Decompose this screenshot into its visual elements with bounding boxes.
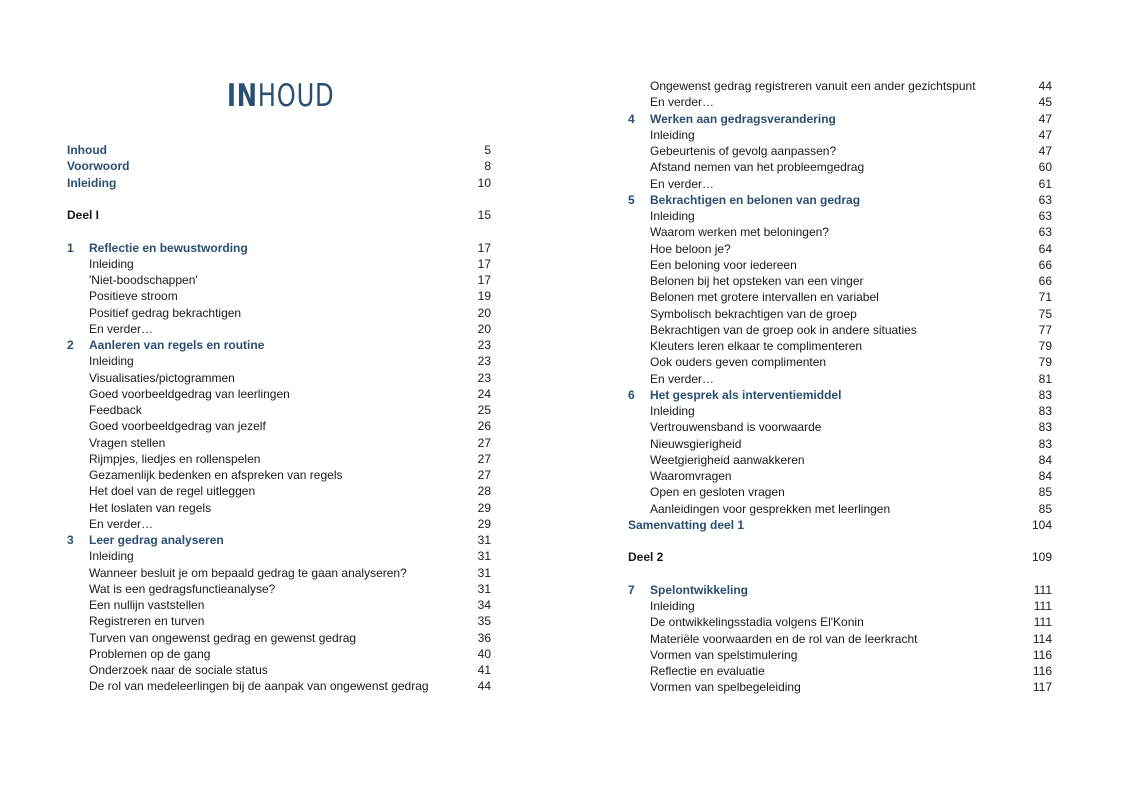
toc-entry-title: Deel 2 <box>628 550 664 565</box>
toc-page-number: 26 <box>477 419 491 434</box>
toc-page-number: 75 <box>1038 306 1052 321</box>
toc-page-number: 111 <box>1033 582 1052 597</box>
toc-entry-title: Waarom werken met beloningen? <box>650 225 829 240</box>
toc-entry-title: Inleiding <box>650 404 695 418</box>
toc-entry <box>0 257 1122 273</box>
toc-entry-title: En verder… <box>650 95 715 110</box>
toc-entry <box>0 322 1122 338</box>
toc-chapter-number: 6 <box>628 387 635 402</box>
toc-page-number: 60 <box>1038 160 1052 175</box>
toc-page-number: 117 <box>1032 680 1052 695</box>
toc-page-number: 31 <box>477 549 491 564</box>
toc-page-number: 34 <box>477 598 491 612</box>
toc-entry <box>0 387 1122 403</box>
toc-entry-title: Inleiding <box>89 549 134 564</box>
toc-page-number: 44 <box>477 679 491 694</box>
toc-page-number: 36 <box>477 630 491 645</box>
toc-page-number: 47 <box>1038 111 1052 126</box>
toc-entry <box>0 501 1122 517</box>
toc-entry-title: Visualisaties/pictogrammen <box>89 370 235 385</box>
toc-entry-title: 'Niet-boodschappen' <box>89 273 198 287</box>
toc-entry <box>0 78 1122 94</box>
toc-chapter-number: 2 <box>67 338 74 352</box>
toc-entry-title: Aanleren van regels en routine <box>89 338 265 352</box>
toc-page-number: 104 <box>1031 517 1052 532</box>
toc-entry-title: Vormen van spelbegeleiding <box>650 680 801 695</box>
toc-entry-title: Turven van ongewenst gedrag en gewenst gedrag <box>89 630 357 645</box>
toc-entry-title: Gebeurtenis of gevolg aanpassen? <box>650 144 837 158</box>
toc-entry <box>0 647 1122 663</box>
toc-page-number: 63 <box>1038 192 1052 207</box>
toc-entry-title: Samenvatting deel 1 <box>628 517 745 532</box>
toc-entry <box>0 452 1122 468</box>
toc-page-number: 10 <box>477 175 491 190</box>
toc-entry-title: Inleiding <box>650 599 695 613</box>
toc-page-number: 5 <box>484 143 491 157</box>
toc-page-number: 71 <box>1038 290 1052 305</box>
toc-entry <box>0 338 1122 354</box>
toc-page-number: 47 <box>1038 127 1052 142</box>
toc-entry-title: Waaromvragen <box>650 469 732 483</box>
toc-entry-title: Aanleidingen voor gesprekken met leerlingen <box>650 501 891 516</box>
toc-page-number: 63 <box>1038 225 1052 240</box>
toc-page-number: 81 <box>1038 371 1052 386</box>
toc-page-number: 66 <box>1038 257 1052 272</box>
toc-page-number: 84 <box>1038 469 1052 483</box>
toc-entry <box>0 306 1122 322</box>
toc-page-number: 20 <box>477 321 491 336</box>
toc-entry-title: Het gesprek als interventiemiddel <box>650 387 842 402</box>
toc-page-number: 17 <box>477 273 491 287</box>
toc-chapter-number: 3 <box>67 533 74 547</box>
toc-entry <box>0 565 1122 581</box>
toc-entry <box>0 224 1122 240</box>
toc-page-number: 31 <box>477 565 491 580</box>
toc-entry-title: Registreren en turven <box>89 614 205 629</box>
toc-entry <box>0 517 1122 533</box>
toc-page-number: 17 <box>477 256 491 271</box>
toc-page-number: 61 <box>1038 176 1052 191</box>
toc-chapter-number: 5 <box>628 192 635 207</box>
toc-page-number: 79 <box>1038 355 1052 370</box>
toc-page-number: 27 <box>477 435 491 450</box>
toc-entry-title: Materiële voorwaarden en de rol van de leerkracht <box>650 631 918 646</box>
toc-entry-title: Het doel van de regel uitleggen <box>89 484 256 499</box>
toc-page-number: 29 <box>477 500 491 515</box>
toc-page-number: 41 <box>477 663 491 677</box>
toc-page-number: 47 <box>1038 144 1052 158</box>
toc-entry-title: Een nullijn vaststellen <box>89 598 205 612</box>
toc-entry-title: Vormen van spelstimulering <box>650 647 798 662</box>
toc-entry <box>0 208 1122 224</box>
toc-page-number: 83 <box>1038 420 1052 435</box>
toc-page-number: 83 <box>1038 404 1052 418</box>
toc-entry <box>0 94 1122 110</box>
toc-entry <box>0 192 1122 208</box>
toc-entry-title: Leer gedrag analyseren <box>89 533 224 547</box>
toc-entry <box>0 663 1122 679</box>
toc-entry <box>0 354 1122 370</box>
toc-entry-title: Inleiding <box>89 256 134 271</box>
toc-entry-title: De rol van medeleerlingen bij de aanpak van ongewenst gedrag <box>89 679 429 694</box>
toc-entry-title: Ook ouders geven complimenten <box>650 355 827 370</box>
toc-entry-title: Feedback <box>89 403 142 417</box>
toc-entry <box>0 614 1122 630</box>
toc-entry-title: Inhoud <box>67 143 107 157</box>
toc-chapter-number: 1 <box>67 240 74 255</box>
title-part-houd: HOUD <box>257 78 335 114</box>
toc-page-number: 35 <box>477 614 491 629</box>
title-part-in: IN <box>227 78 258 114</box>
toc-page-number: 23 <box>477 338 491 352</box>
toc-page-number: 111 <box>1033 615 1052 630</box>
toc-entry-title: Rijmpjes, liedjes en rollenspelen <box>89 451 261 466</box>
toc-entry-title: De ontwikkelingsstadia volgens El'Konin <box>650 615 864 630</box>
toc-page-number: 31 <box>477 533 491 547</box>
toc-entry-title: Het loslaten van regels <box>89 500 212 515</box>
toc-entry-title: Open en gesloten vragen <box>650 485 785 500</box>
toc-entry-title: Problemen op de gang <box>89 646 211 661</box>
toc-page-number: 15 <box>477 208 491 222</box>
toc-page-number: 8 <box>484 159 491 174</box>
toc-page-number: 23 <box>477 370 491 385</box>
toc-page-number: 116 <box>1032 664 1052 678</box>
toc-entry-title: Goed voorbeeldgedrag van leerlingen <box>89 386 290 401</box>
toc-entry-title: Een beloning voor iedereen <box>650 257 797 272</box>
toc-entry <box>0 484 1122 500</box>
toc-page-number: 66 <box>1038 274 1052 288</box>
toc-entry-title: Positieve stroom <box>89 289 178 304</box>
toc-page-number: 27 <box>477 451 491 466</box>
toc-entry-title: En verder… <box>650 371 715 386</box>
toc-page-number: 17 <box>477 240 491 255</box>
toc-page-number: 29 <box>477 516 491 531</box>
toc-chapter-number: 7 <box>628 582 635 597</box>
toc-page-number: 45 <box>1038 95 1052 110</box>
toc-page-number: 83 <box>1038 436 1052 451</box>
toc-entry <box>0 371 1122 387</box>
toc-entry-title: Voorwoord <box>67 159 130 174</box>
toc-page-number: 109 <box>1031 550 1052 565</box>
toc-entry <box>0 273 1122 289</box>
toc-page-number: 24 <box>477 386 491 401</box>
toc-entry-title: En verder… <box>89 516 154 531</box>
toc-entry-title: Spelontwikkeling <box>650 582 749 597</box>
toc-chapter-number: 4 <box>628 111 635 126</box>
toc-entry-title: Reflectie en evaluatie <box>650 664 765 678</box>
toc-entry-title: Bekrachtigen en belonen van gedrag <box>650 192 861 207</box>
toc-entry <box>0 468 1122 484</box>
toc-entry <box>0 631 1122 647</box>
toc-entry-title: Vragen stellen <box>89 435 166 450</box>
toc-entry-title: Goed voorbeeldgedrag van jezelf <box>89 419 266 434</box>
toc-entry-title: Reflectie en bewustwording <box>89 240 248 255</box>
toc-page-number: 63 <box>1038 209 1052 223</box>
toc-page-number: 116 <box>1032 647 1052 662</box>
toc-entry <box>0 598 1122 614</box>
toc-page-number: 20 <box>477 305 491 320</box>
toc-entry-title: Wat is een gedragsfunctieanalyse? <box>89 581 276 596</box>
toc-page-number: 114 <box>1032 631 1052 646</box>
toc-entry-title: Ongewenst gedrag registreren vanuit een ander gezichtspunt <box>650 79 976 93</box>
toc-page-number: 23 <box>477 354 491 369</box>
toc-entry <box>0 176 1122 192</box>
toc-entry-title: Inleiding <box>650 209 695 223</box>
toc-entry-title: Inleiding <box>67 175 117 190</box>
toc-entry <box>0 532 1122 548</box>
toc-page-number: 25 <box>477 403 491 417</box>
toc-entry-title: Nieuwsgierigheid <box>650 436 742 451</box>
toc-entry-title: Weetgierigheid aanwakkeren <box>650 452 805 467</box>
toc-entry-title: Belonen bij het opsteken van een vinger <box>650 274 864 288</box>
toc-page-number: 27 <box>477 468 491 482</box>
toc-page-number: 44 <box>1038 79 1052 93</box>
toc-entry <box>0 241 1122 257</box>
toc-entry-title: Vertrouwensband is voorwaarde <box>650 420 822 435</box>
toc-entry-title: Hoe beloon je? <box>650 241 731 256</box>
toc-entry <box>0 111 1122 127</box>
toc-page-number: 19 <box>477 289 491 304</box>
toc-page-number: 31 <box>477 581 491 596</box>
toc-page-number: 85 <box>1038 485 1052 500</box>
toc-page-number: 85 <box>1038 501 1052 516</box>
toc-page-number: 84 <box>1038 452 1052 467</box>
toc-entry <box>0 679 1122 695</box>
toc-page-number: 79 <box>1038 339 1052 353</box>
toc-entry <box>0 549 1122 565</box>
toc-page-number: 77 <box>1038 322 1052 337</box>
toc-entry-title: Onderzoek naar de sociale status <box>89 663 268 677</box>
toc-entry <box>0 159 1122 175</box>
toc-entry-title: Afstand nemen van het probleemgedrag <box>650 160 865 175</box>
toc-page-number: 28 <box>477 484 491 499</box>
toc-entry-title: En verder… <box>89 321 154 336</box>
toc-entry-title: Symbolisch bekrachtigen van de groep <box>650 306 857 321</box>
toc-page-number: 64 <box>1038 241 1052 256</box>
toc-entry-title: Wanneer besluit je om bepaald gedrag te gaan analyseren? <box>89 565 407 580</box>
toc-entry-title: Bekrachtigen van de groep ook in andere situaties <box>650 322 917 337</box>
toc-entry-title: Gezamenlijk bedenken en afspreken van regels <box>89 468 343 482</box>
toc-entry-title: Belonen met grotere intervallen en variabel <box>650 290 879 305</box>
toc-entry <box>0 403 1122 419</box>
toc-entry-title: Kleuters leren elkaar te complimenteren <box>650 339 863 353</box>
toc-entry-title: Positief gedrag bekrachtigen <box>89 305 242 320</box>
toc-entry <box>0 436 1122 452</box>
toc-page-number: 83 <box>1038 387 1052 402</box>
toc-entry <box>0 419 1122 435</box>
toc-entry-title: Inleiding <box>89 354 134 369</box>
toc-entry-title: Werken aan gedragsverandering <box>650 111 836 126</box>
toc-page-number: 40 <box>477 646 491 661</box>
toc-entry <box>0 289 1122 305</box>
toc-entry <box>0 127 1122 143</box>
toc-entry <box>0 143 1122 159</box>
toc-entry-title: Inleiding <box>650 127 695 142</box>
toc-page-number: 111 <box>1033 599 1052 613</box>
toc-entry-title: En verder… <box>650 176 715 191</box>
toc-entry-title: Deel I <box>67 208 100 222</box>
toc-entry <box>0 582 1122 598</box>
